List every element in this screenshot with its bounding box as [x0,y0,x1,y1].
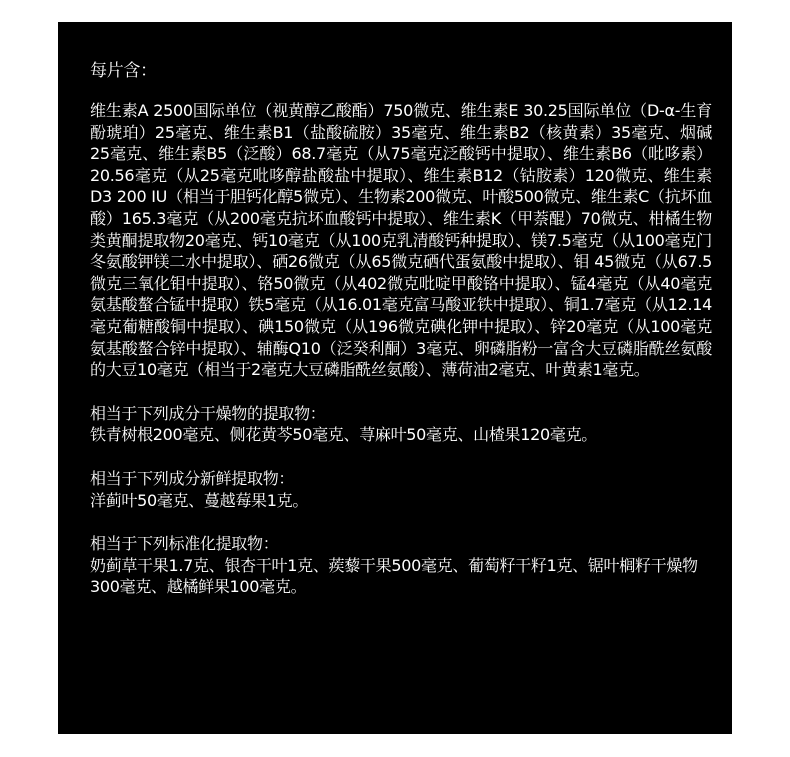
standardized-extracts-section [90,533,712,598]
ingredients-panel [58,22,732,734]
dried-extracts-body: 铁青树根200毫克、侧花黄芩50毫克、荨麻叶50毫克、山楂果120毫克。 [90,425,597,445]
dried-extracts-section [90,403,712,446]
standardized-extracts-heading: 相当于下列标准化提取物： [90,534,279,554]
ingredients-main-paragraph: 维生素A 2500国际单位（视黄醇乙酸酯）750微克、维生素E 30.25国际单位（D-α-生育酚琥珀）25毫克、维生素B1（盐酸硫胺）35毫克、维生素B2（核黄素）35毫克、烟碱25毫克、维生素B5（泛酸）68.7毫克（从75毫克泛酸钙中提取）、维生素B6（吡哆素）20.56毫克（从25毫克吡哆醇盐酸盐中提取）、维生素B12（钴胺素）120微克、维生素D3 200 IU（相当于胆钙化醇5微克）、生物素200微克、叶酸500微克、维生素C（抗坏血酸）165.3毫克（从200毫克抗坏血酸钙中提取）、维生素K（甲萘醌）70微克、柑橘生物类黄酮提取物20毫克、钙10毫克（从100克乳清酸钙种提取）、镁7.5毫克（从100毫克门冬氨酸钾镁二水中提取）、硒26微克（从65微克硒代蛋氨酸中提取）、钼 45微克（从67.5微克三氧化钼中提取）、铬50微克（从402微克吡啶甲酸铬中提取）、锰4毫克（从40毫克氨基酸螯合锰中提取）铁5毫克（从16.01毫克富马酸亚铁中提取）、铜1.7毫克（从12.14毫克葡糖酸铜中提取）、碘150微克（从196微克碘化钾中提取）、锌20毫克（从100毫克氨基酸螯合锌中提取）、辅酶Q10（泛癸利酮）3毫克、卵磷脂粉一富含大豆磷脂酰丝氨酸的大豆10毫克（相当于2毫克大豆磷脂酰丝氨酸）、薄荷油2毫克、叶黄素1毫克。 [90,101,712,380]
fresh-extracts-section [90,468,712,511]
fresh-extracts-body: 洋蓟叶50毫克、蔓越莓果1克。 [90,490,309,510]
standardized-extracts-body: 奶蓟草干果1.7克、银杏干叶1克、蒺藜干果500毫克、葡萄籽干籽1克、锯叶榈籽干燥物300毫克、越橘鲜果100毫克。 [90,555,698,597]
dried-extracts-heading: 相当于下列成分干燥物的提取物： [90,403,326,423]
ingredients-title: 每片含： [90,61,157,81]
fresh-extracts-heading: 相当于下列成分新鲜提取物： [90,468,295,488]
